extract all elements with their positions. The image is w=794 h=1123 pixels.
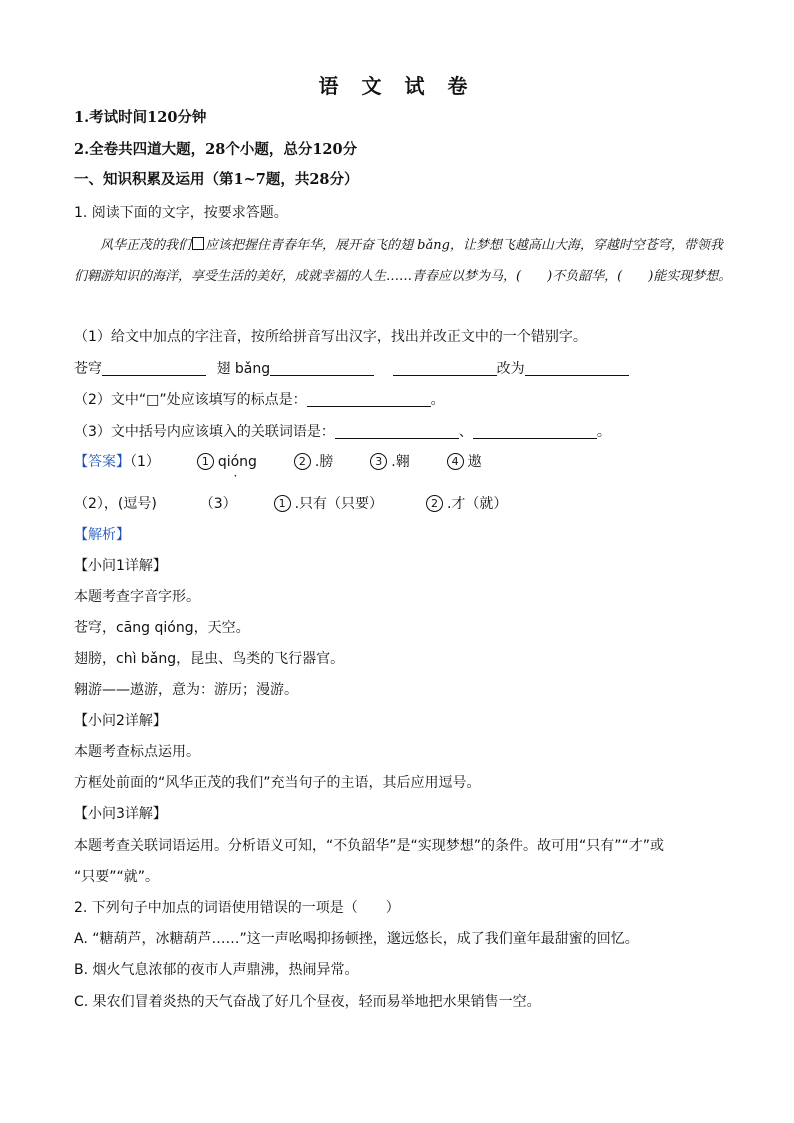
detail-1-line: 翅膀，chì bǎng，昆虫、鸟类的飞行器官。 xyxy=(74,651,345,667)
circled-number: 3 xyxy=(370,453,387,470)
exam-note-time: 1.考试时间120分钟 xyxy=(74,109,207,126)
answer-text: .只有（只要） xyxy=(294,496,384,512)
detail-3-line: 本题考查关联词语运用。分析语义可知，“不负韶华”是“实现梦想”的条件。故可用“只有”“才”或 xyxy=(74,838,665,854)
answer-blank[interactable] xyxy=(473,424,597,439)
answer-item xyxy=(294,454,333,470)
punctuation-box xyxy=(192,237,204,250)
detail-1-line: 苍穹，cāng qióng，天空。 xyxy=(74,620,250,636)
circled-number: 2 xyxy=(294,453,311,470)
option-b: B. 烟火气息浓郁的夜市人声鼎沸，热闹异常。 xyxy=(74,962,359,978)
answer-blank[interactable] xyxy=(270,361,374,376)
analysis-tag: 【解析】 xyxy=(74,527,130,543)
sub-question-2-text: （2）文中“□”处应该填写的标点是： xyxy=(74,392,307,408)
answer-item xyxy=(370,454,409,470)
detail-1-tag: 【小问1详解】 xyxy=(74,558,167,574)
detail-3-line: “只要”“就”。 xyxy=(74,869,160,885)
detail-2-tag: 【小问2详解】 xyxy=(74,713,167,729)
answer-text: .膀 xyxy=(314,454,334,470)
passage-text-rest: 应该把握住青春年华，展开奋飞的翅 bǎng，让梦想飞越高山大海，穿越时空苍穹，带领我们翱游知识的海洋，享受生活的美好，成就幸福的人生……青春应以梦为马，( )不负韶华，( )能实现梦想。 xyxy=(74,238,732,284)
answer-blank[interactable] xyxy=(307,392,431,407)
answer-tag: 【答案】 xyxy=(74,454,130,470)
separator: 、 xyxy=(458,424,473,440)
end-mark: 。 xyxy=(430,392,445,408)
sub-question-2 xyxy=(74,390,734,410)
detail-2-line: 本题考查标点运用。 xyxy=(74,744,200,760)
answer-blank[interactable] xyxy=(525,361,629,376)
answer-item xyxy=(274,496,383,512)
option-a: A. “糖葫芦，冰糖葫芦……”这一声吆喝抑扬顿挫，邈远悠长，成了我们童年最甜蜜的回忆。 xyxy=(74,931,639,947)
detail-1-line: 翱游——遨游，意为：游历；漫游。 xyxy=(74,682,298,698)
answer-text: qióng · xyxy=(218,454,257,470)
answer-item xyxy=(426,496,507,512)
detail-2-line: 方框处前面的“风华正茂的我们”充当句子的主语，其后应用逗号。 xyxy=(74,775,481,791)
circled-number: 1 xyxy=(197,453,214,470)
fill-row-1 xyxy=(74,359,734,379)
sub-question-3 xyxy=(74,422,734,442)
answer-row-2 xyxy=(74,494,734,514)
circled-number: 4 xyxy=(447,453,464,470)
answer-part-label: （1） xyxy=(130,454,160,470)
passage-text-start: 风华正茂的我们 xyxy=(100,238,192,253)
circled-number: 2 xyxy=(426,495,443,512)
answer-blank[interactable] xyxy=(102,361,206,376)
fill-word-canggiong: 苍穹 xyxy=(74,361,102,377)
answer-part-2: （2），(逗号) xyxy=(74,496,157,512)
fill-word-chibang: 翅 bǎng xyxy=(216,361,271,377)
answer-text: 遨 xyxy=(467,454,482,470)
section-heading: 一、知识积累及运用（第1~7题，共28分） xyxy=(74,171,359,188)
answer-row-1 xyxy=(74,452,734,472)
exam-note-structure: 2.全卷共四道大题，28个小题，总分120分 xyxy=(74,141,358,158)
answer-item xyxy=(447,454,482,470)
sub-question-1: （1）给文中加点的字注音，按所给拼音写出汉字，找出并改正文中的一个错别字。 xyxy=(74,329,587,345)
detail-1-line: 本题考查字音字形。 xyxy=(74,589,200,605)
answer-blank[interactable] xyxy=(335,424,459,439)
end-mark: 。 xyxy=(596,424,611,440)
detail-3-tag: 【小问3详解】 xyxy=(74,806,167,822)
answer-item xyxy=(197,454,257,470)
question-2-stem: 2. 下列句子中加点的词语使用错误的一项是（ ） xyxy=(74,900,400,916)
circled-number: 1 xyxy=(274,495,291,512)
fill-word-gaiwei: 改为 xyxy=(496,361,525,377)
answer-text: .翱 xyxy=(391,454,410,470)
answer-text: .才（就） xyxy=(446,496,508,512)
page-title: 语 文 试 卷 xyxy=(318,74,476,98)
option-c: C. 果农们冒着炎热的天气奋战了好几个昼夜，轻而易举地把水果销售一空。 xyxy=(74,994,541,1010)
reading-passage xyxy=(74,230,734,292)
answer-part-3: （3） xyxy=(199,496,237,512)
answer-blank[interactable] xyxy=(393,361,497,376)
question-1-stem: 1. 阅读下面的文字，按要求答题。 xyxy=(74,205,288,221)
sub-question-3-text: （3）文中括号内应该填入的关联词语是： xyxy=(74,424,335,440)
